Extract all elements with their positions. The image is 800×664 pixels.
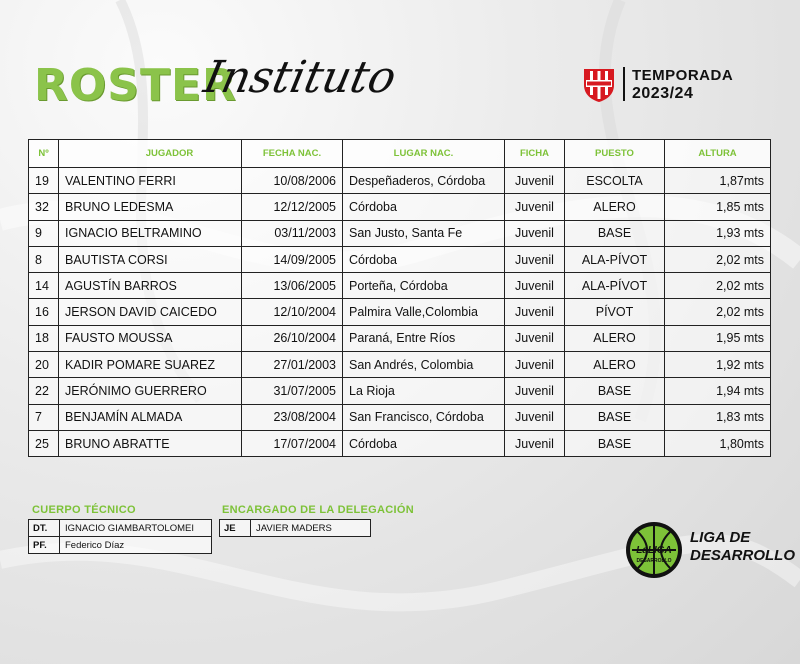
staff-name: IGNACIO GIAMBARTOLOMEI: [65, 522, 194, 534]
delegation-name: JAVIER MADERS: [256, 522, 332, 534]
roster-title: ROSTER: [34, 60, 237, 111]
player-birth-date: 27/01/2003: [242, 352, 343, 378]
table-row: [29, 168, 771, 194]
player-birth-date: 23/08/2004: [242, 404, 343, 430]
table-row: [29, 299, 771, 325]
table-row: [29, 430, 771, 456]
roster-table: [28, 139, 771, 457]
table-row: [29, 352, 771, 378]
player-birth-place: Córdoba: [343, 246, 505, 272]
table-row: [29, 194, 771, 220]
staff-role: PF.: [29, 537, 60, 553]
staff-row: [29, 520, 211, 537]
player-height: 1,94 mts: [665, 378, 771, 404]
player-birth-place: Córdoba: [343, 430, 505, 456]
header-ficha: FICHA: [505, 140, 565, 168]
season-year: 2023/24: [632, 85, 694, 102]
player-position: ESCOLTA: [565, 168, 665, 194]
table-row: [29, 220, 771, 246]
player-birth-place: Paraná, Entre Ríos: [343, 325, 505, 351]
league-name: [690, 529, 795, 565]
delegation-role: JE: [220, 520, 251, 536]
player-birth-date: 12/12/2005: [242, 194, 343, 220]
header-height: ALTURA: [665, 140, 771, 168]
player-birth-place: San Francisco, Córdoba: [343, 404, 505, 430]
player-position: ALA-PÍVOT: [565, 273, 665, 299]
player-name: KADIR POMARE SUAREZ: [59, 352, 242, 378]
player-position: BASE: [565, 404, 665, 430]
player-ficha: Juvenil: [505, 430, 565, 456]
staff-role: DT.: [29, 520, 60, 536]
player-height: 2,02 mts: [665, 273, 771, 299]
player-birth-place: Palmira Valle,Colombia: [343, 299, 505, 325]
player-name: BAUTISTA CORSI: [59, 246, 242, 272]
player-name: IGNACIO BELTRAMINO: [59, 220, 242, 246]
player-name: BRUNO ABRATTE: [59, 430, 242, 456]
player-ficha: Juvenil: [505, 352, 565, 378]
player-ficha: Juvenil: [505, 299, 565, 325]
player-height: 1,83 mts: [665, 404, 771, 430]
player-birth-place: Despeñaderos, Córdoba: [343, 168, 505, 194]
player-name: BRUNO LEDESMA: [59, 194, 242, 220]
player-height: 1,95 mts: [665, 325, 771, 351]
header-birth-place: LUGAR NAC.: [343, 140, 505, 168]
delegation-row: [220, 520, 370, 536]
player-birth-place: La Rioja: [343, 378, 505, 404]
player-ficha: Juvenil: [505, 168, 565, 194]
player-number: 22: [29, 378, 59, 404]
season-label: TEMPORADA: [632, 67, 734, 84]
coaching-staff-heading: CUERPO TÉCNICO: [32, 504, 136, 516]
player-birth-date: 17/07/2004: [242, 430, 343, 456]
liga-desarrollo-logo: [624, 520, 684, 580]
player-name: AGUSTÍN BARROS: [59, 273, 242, 299]
player-birth-place: San Justo, Santa Fe: [343, 220, 505, 246]
player-birth-date: 10/08/2006: [242, 168, 343, 194]
player-number: 18: [29, 325, 59, 351]
table-row: [29, 404, 771, 430]
player-birth-date: 13/06/2005: [242, 273, 343, 299]
player-birth-date: 14/09/2005: [242, 246, 343, 272]
league-name-line2: DESARROLLO: [690, 547, 795, 564]
player-birth-date: 26/10/2004: [242, 325, 343, 351]
logo-text-top: LaLIGA: [636, 545, 672, 556]
player-position: BASE: [565, 430, 665, 456]
player-number: 14: [29, 273, 59, 299]
player-position: ALERO: [565, 194, 665, 220]
player-ficha: Juvenil: [505, 273, 565, 299]
player-birth-date: 31/07/2005: [242, 378, 343, 404]
player-birth-date: 12/10/2004: [242, 299, 343, 325]
header-position: PUESTO: [565, 140, 665, 168]
player-ficha: Juvenil: [505, 220, 565, 246]
player-position: BASE: [565, 378, 665, 404]
table-row: [29, 273, 771, 299]
player-height: 2,02 mts: [665, 299, 771, 325]
player-name: JERSON DAVID CAICEDO: [59, 299, 242, 325]
player-number: 8: [29, 246, 59, 272]
season-divider: [623, 67, 625, 101]
player-birth-place: Córdoba: [343, 194, 505, 220]
player-height: 1,93 mts: [665, 220, 771, 246]
league-name-line1: LIGA DE: [690, 529, 751, 546]
player-number: 19: [29, 168, 59, 194]
player-name: VALENTINO FERRI: [59, 168, 242, 194]
player-ficha: Juvenil: [505, 194, 565, 220]
player-number: 9: [29, 220, 59, 246]
player-height: 1,85 mts: [665, 194, 771, 220]
player-name: JERÓNIMO GUERRERO: [59, 378, 242, 404]
player-height: 1,92 mts: [665, 352, 771, 378]
player-name: BENJAMÍN ALMADA: [59, 404, 242, 430]
player-ficha: Juvenil: [505, 378, 565, 404]
delegation-heading: ENCARGADO DE LA DELEGACIÓN: [222, 504, 414, 516]
player-number: 7: [29, 404, 59, 430]
header-num: Nº: [29, 140, 59, 168]
player-birth-place: Porteña, Córdoba: [343, 273, 505, 299]
player-position: ALERO: [565, 352, 665, 378]
table-row: [29, 325, 771, 351]
header-birth-date: FECHA NAC.: [242, 140, 343, 168]
instituto-crest-icon: [582, 67, 616, 103]
player-ficha: Juvenil: [505, 246, 565, 272]
player-height: 2,02 mts: [665, 246, 771, 272]
player-ficha: Juvenil: [505, 325, 565, 351]
team-name-script: Instituto: [199, 52, 401, 103]
table-row: [29, 246, 771, 272]
table-row: [29, 378, 771, 404]
player-number: 20: [29, 352, 59, 378]
player-birth-date: 03/11/2003: [242, 220, 343, 246]
staff-name: Federico Díaz: [65, 539, 125, 551]
player-position: PÍVOT: [565, 299, 665, 325]
player-birth-place: San Andrés, Colombia: [343, 352, 505, 378]
player-height: 1,80mts: [665, 430, 771, 456]
player-name: FAUSTO MOUSSA: [59, 325, 242, 351]
player-position: BASE: [565, 220, 665, 246]
delegation-box: [219, 519, 371, 537]
player-number: 16: [29, 299, 59, 325]
player-number: 32: [29, 194, 59, 220]
player-height: 1,87mts: [665, 168, 771, 194]
player-ficha: Juvenil: [505, 404, 565, 430]
coaching-staff-box: [28, 519, 212, 554]
table-header-row: [29, 140, 771, 168]
logo-text-bottom: DESARROLLO: [636, 558, 672, 564]
player-position: ALA-PÍVOT: [565, 246, 665, 272]
player-number: 25: [29, 430, 59, 456]
header-player: JUGADOR: [59, 140, 242, 168]
player-position: ALERO: [565, 325, 665, 351]
staff-row: [29, 537, 211, 553]
